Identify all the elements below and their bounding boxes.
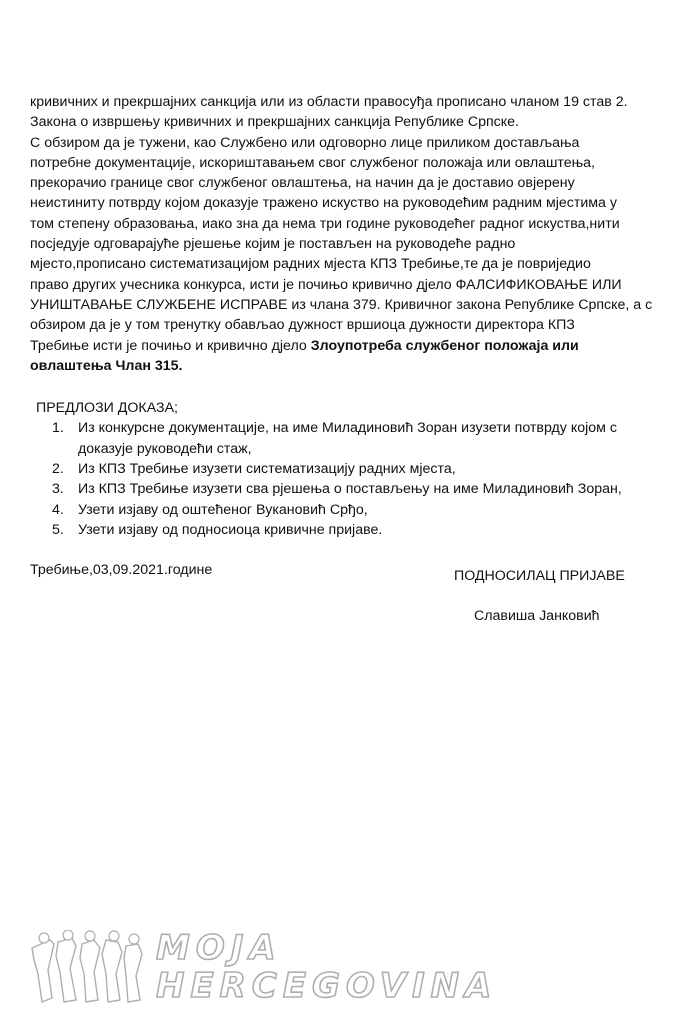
signature-title: ПОДНОСИЛАЦ ПРИЈАВЕ — [454, 568, 625, 584]
list-number: 4. — [52, 501, 64, 518]
text-line: неистиниту потврду којом доказује тражено искуство на руководећим радним мјестима у — [30, 195, 617, 212]
text-line: С обзиром да је тужени, као Службено или одговорно лице приликом достављања — [30, 134, 580, 151]
list-item-text: Узети изјаву од оштећеног Вукановић Срђо, — [78, 501, 368, 518]
document-body — [30, 92, 655, 581]
text-line: посједује одговарајуће рјешење којим је постављен на руководеће радно — [30, 236, 516, 253]
text-line: том степену образовања, иако зна да нема три године руководећег радног искуства,нити — [30, 215, 620, 232]
watermark-line1: MOJA — [156, 928, 282, 968]
list-item-text: Из конкурсне документације, на име Миладиновић Зоран изузети потврду којом с — [78, 420, 617, 437]
complaint-paragraph — [30, 92, 655, 376]
watermark-logo — [28, 928, 498, 1010]
list-item — [30, 500, 655, 520]
watermark-line2: HERCEGOVINA — [156, 966, 498, 1006]
list-item — [30, 520, 655, 540]
text-line: потребне документације, искориштавањем свог службеног положаја или овлаштења, — [30, 154, 595, 171]
list-item-text: Из КПЗ Требиње изузети сва рјешења о постављењу на име Миладиновић Зоран, — [78, 481, 622, 498]
offence-name-bold: Злоупотреба службеног положаја или — [310, 337, 579, 354]
date-place: Требиње,03,09.2021.године — [30, 562, 213, 579]
text-line — [30, 336, 655, 356]
evidence-heading: ПРЕДЛОЗИ ДОКАЗА; — [36, 400, 178, 417]
evidence-list — [30, 418, 655, 540]
text-line — [30, 356, 655, 376]
list-item-text: Узети изјаву од подносиоца кривичне пријаве. — [78, 521, 383, 538]
text-line: УНИШТАВАЊЕ СЛУЖБЕНЕ ИСПРАВЕ из члана 379. Кривичног закона Републике Српске, а с — [30, 296, 653, 313]
list-item-text: Из КПЗ Требиње изузети систематизацију радних мјеста, — [78, 461, 456, 478]
watermark-figures-icon — [28, 930, 146, 1010]
list-item — [30, 479, 655, 499]
text-fragment: Требиње исти је почињо и кривично дјело — [30, 337, 311, 354]
list-number: 3. — [52, 481, 64, 498]
text-line: обзиром да је у том тренутку обављао дужност вршиоца дужности директора КПЗ — [30, 317, 575, 334]
list-item — [30, 418, 655, 459]
text-line: право других учесника конкурса, исти је почињо кривично дјело ФАЛСИФИКОВАЊЕ ИЛИ — [30, 276, 622, 293]
text-line: Закона о извршењу кривичних и прекршајних санкција Републике Српске. — [30, 114, 519, 131]
text-line: прекорачио границе свог службеног овлаштења, на начин да је доставио овјерену — [30, 175, 575, 192]
text-line: мјесто,прописано систематизацијом радних мјеста КПЗ Требиње,те да је повриједио — [30, 256, 591, 273]
list-number: 2. — [52, 461, 64, 478]
list-item-continuation: доказује руководећи стаж, — [78, 440, 252, 457]
list-number: 1. — [52, 420, 64, 437]
offence-article-bold: овлаштења Члан 315. — [30, 357, 183, 374]
signature-name: Славиша Јанковић — [474, 608, 600, 624]
list-number: 5. — [52, 521, 64, 538]
list-item — [30, 459, 655, 479]
text-line: кривичних и прекршајних санкција или из области правосуђа прописано чланом 19 став 2. — [30, 94, 628, 110]
signature-block — [440, 566, 650, 626]
